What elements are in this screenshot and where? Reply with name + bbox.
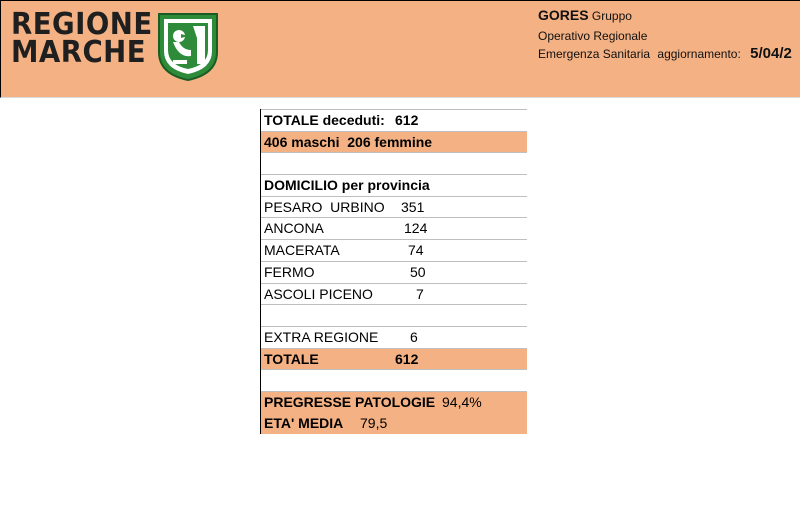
update-date: 5/04/2 <box>750 45 792 62</box>
extra-regione-label: EXTRA REGIONE <box>264 328 379 345</box>
sesso-row <box>261 131 527 153</box>
province-value: 124 <box>404 220 428 237</box>
totale-deceduti-label: TOTALE deceduti: <box>264 112 385 128</box>
logo-line-1: REGIONE <box>11 7 153 42</box>
province-value: 50 <box>410 263 426 280</box>
operativo-line: Operativo Regionale <box>538 29 648 43</box>
province-name: ANCONA <box>264 220 324 237</box>
extra-regione-value: 6 <box>410 328 418 345</box>
sesso-text: 406 maschi 206 femmine <box>264 133 433 150</box>
totale-value: 612 <box>395 350 419 367</box>
totale-deceduti-row <box>261 109 527 131</box>
aggiornamento-label: aggiornamento: <box>657 47 741 61</box>
table-row <box>261 283 527 305</box>
province-value: 351 <box>401 198 425 215</box>
eta-label: ETA' MEDIA <box>264 414 344 431</box>
deaths-table <box>260 109 527 434</box>
totale-deceduti-value: 612 <box>395 112 419 128</box>
gores-label: GORES <box>538 7 589 23</box>
logo-line-2: MARCHE <box>11 35 147 70</box>
pregresse-label: PREGRESSE PATOLOGIE <box>264 393 436 410</box>
emergenza-line <box>538 45 792 62</box>
eta-value: 79,5 <box>360 414 388 431</box>
table-row <box>261 217 527 239</box>
pregresse-row <box>261 391 527 413</box>
empty-row <box>261 369 527 391</box>
province-name: ASCOLI PICENO <box>264 285 373 302</box>
gruppo-label: Gruppo <box>591 9 632 23</box>
province-name: FERMO <box>264 263 315 280</box>
table-row <box>261 261 527 283</box>
emergenza-label: Emergenza Sanitaria <box>538 47 651 61</box>
table-row <box>261 196 527 218</box>
regione-marche-logo <box>11 7 153 70</box>
extra-regione-row <box>261 326 527 348</box>
gores-title <box>538 7 632 23</box>
domicilio-header: DOMICILIO per provincia <box>264 177 430 194</box>
province-value: 74 <box>408 242 424 259</box>
pregresse-value: 94,4% <box>442 393 482 410</box>
empty-row <box>261 304 527 326</box>
province-value: 7 <box>416 285 424 302</box>
domicilio-header-row <box>261 174 527 196</box>
eta-row <box>261 413 527 435</box>
province-name: PESARO URBINO <box>264 198 385 215</box>
empty-row <box>261 152 527 174</box>
table-row <box>261 239 527 261</box>
coat-of-arms-icon <box>157 12 219 82</box>
page-header <box>0 0 800 98</box>
totale-label: TOTALE <box>264 350 319 367</box>
totale-row <box>261 348 527 370</box>
province-name: MACERATA <box>264 242 340 259</box>
